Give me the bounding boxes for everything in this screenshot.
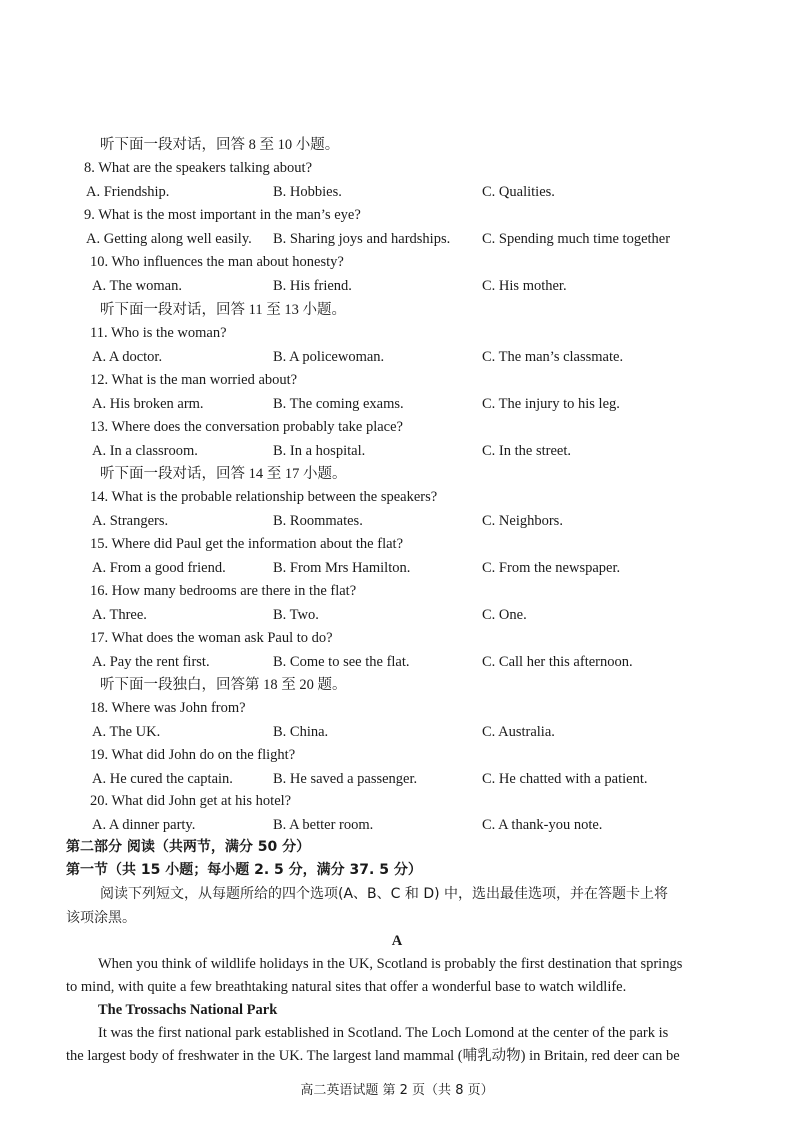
option-c: C. One. (482, 607, 527, 623)
option-c: C. Australia. (482, 724, 555, 740)
option-a: A. Pay the rent first. (92, 654, 210, 670)
option-b: B. From Mrs Hamilton. (273, 560, 411, 576)
option-b: B. In a hospital. (273, 443, 366, 459)
directions-line-1: 阅读下列短文，从每题所给的四个选项(A、B、C 和 D) 中，选出最佳选项，并在答题卡上将 (100, 886, 669, 902)
option-a: A. From a good friend. (92, 560, 226, 576)
question-stem: 20. What did John get at his hotel? (90, 793, 292, 809)
option-b: B. A better room. (273, 817, 374, 833)
question-stem: 19. What did John do on the flight? (90, 747, 296, 763)
question-stem: 17. What does the woman ask Paul to do? (90, 630, 333, 646)
instruction-18-20: 听下面一段独白，回答第 18 至 20 题。 (100, 677, 347, 693)
option-c: C. Call her this afternoon. (482, 654, 633, 670)
option-c: C. From the newspaper. (482, 560, 621, 576)
option-b: B. A policewoman. (273, 349, 385, 365)
question-stem: 8. What are the speakers talking about? (84, 160, 313, 176)
passage-para2-line2: the largest body of freshwater in the UK. The largest land mammal (哺乳动物) in Britain, red deer can be (66, 1048, 680, 1064)
instruction-14-17: 听下面一段对话，回答 14 至 17 小题。 (100, 466, 347, 482)
option-a: A. Friendship. (86, 184, 170, 200)
question-stem: 12. What is the man worried about? (90, 372, 298, 388)
question-stem: 15. Where did Paul get the information about the flat? (90, 536, 404, 552)
section1-heading: 第一节（共 15 小题；每小题 2. 5 分，满分 37. 5 分） (66, 862, 422, 878)
question-stem: 9. What is the most important in the man’s eye? (84, 207, 361, 223)
option-a: A. His broken arm. (92, 396, 204, 412)
option-a: A. A doctor. (92, 349, 163, 365)
part2-heading: 第二部分 阅读（共两节，满分 50 分） (66, 839, 311, 855)
option-c: C. Neighbors. (482, 513, 563, 529)
question-stem: 11. Who is the woman? (90, 325, 227, 341)
question-stem: 16. How many bedrooms are there in the flat? (90, 583, 357, 599)
option-b: B. Roommates. (273, 513, 363, 529)
option-b: B. He saved a passenger. (273, 771, 418, 787)
option-a: A. Three. (92, 607, 147, 623)
option-b: B. Two. (273, 607, 319, 623)
option-c: C. His mother. (482, 278, 567, 294)
option-a: A. A dinner party. (92, 817, 196, 833)
option-c: C. The injury to his leg. (482, 396, 620, 412)
question-stem: 13. Where does the conversation probably take place? (90, 419, 403, 435)
passage-para2-line1: It was the first national park established in Scotland. The Loch Lomond at the center of the park is (98, 1025, 669, 1041)
option-b: B. China. (273, 724, 329, 740)
option-a: A. The UK. (92, 724, 161, 740)
question-stem: 10. Who influences the man about honesty? (90, 254, 344, 270)
passage-para1-line2: to mind, with quite a few breathtaking natural sites that offer a wonderful base to watch wildlife. (66, 979, 627, 995)
question-stem: 14. What is the probable relationship between the speakers? (90, 489, 438, 505)
option-a: A. In a classroom. (92, 443, 198, 459)
question-stem: 18. Where was John from? (90, 700, 246, 716)
option-b: B. His friend. (273, 278, 352, 294)
option-c: C. Qualities. (482, 184, 555, 200)
option-c: C. The man’s classmate. (482, 349, 624, 365)
option-a: A. He cured the captain. (92, 771, 233, 787)
option-b: B. Come to see the flat. (273, 654, 410, 670)
directions-line-2: 该项涂黑。 (66, 910, 136, 926)
option-a: A. The woman. (92, 278, 182, 294)
instruction-11-13: 听下面一段对话，回答 11 至 13 小题。 (100, 302, 346, 318)
instruction-8-10: 听下面一段对话，回答 8 至 10 小题。 (100, 137, 340, 153)
passage-subheading: The Trossachs National Park (98, 1002, 278, 1018)
option-b: B. The coming exams. (273, 396, 404, 412)
option-b: B. Sharing joys and hardships. (273, 231, 451, 247)
option-a: A. Strangers. (92, 513, 169, 529)
option-c: C. He chatted with a patient. (482, 771, 648, 787)
option-c: C. A thank-you note. (482, 817, 603, 833)
option-b: B. Hobbies. (273, 184, 342, 200)
option-a: A. Getting along well easily. (86, 231, 252, 247)
passage-para1-line1: When you think of wildlife holidays in the UK, Scotland is probably the first destination that springs (98, 956, 683, 972)
page-footer: 高二英语试题 第 2 页（共 8 页） (300, 1083, 494, 1098)
option-c: C. Spending much time together (482, 231, 671, 247)
passage-letter: A (391, 933, 403, 949)
option-c: C. In the street. (482, 443, 571, 459)
